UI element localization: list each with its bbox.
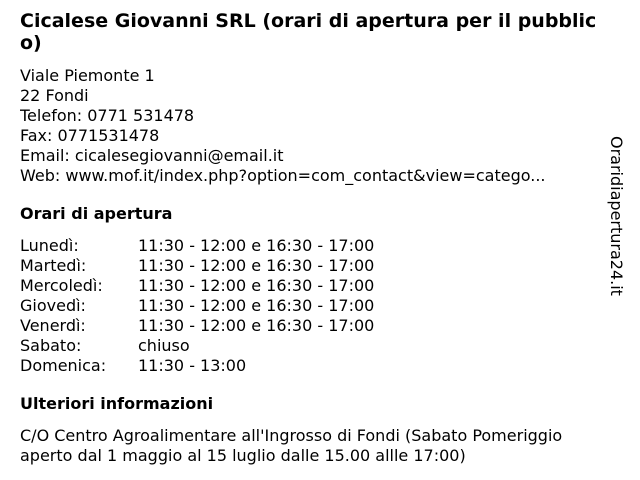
page-title: Cicalese Giovanni SRL (orari di apertura per il pubblico) [20,10,597,54]
phone-line: Telefon: 0771 531478 [20,106,195,125]
table-row [20,236,374,256]
city-line: 22 Fondi [20,86,89,105]
time-value: 11:30 - 12:00 e 16:30 - 17:00 [138,316,375,335]
day-label: Giovedì: [20,296,86,315]
address-line: Viale Piemonte 1 [20,66,155,85]
web-line: Web: www.mof.it/index.php?option=com_contact&view=catego... [20,166,546,185]
info-heading: Ulteriori informazioni [20,394,214,413]
table-row [20,296,374,316]
day-label: Sabato: [20,336,82,355]
contact-block [20,66,600,186]
day-label: Domenica: [20,356,107,375]
table-row [20,356,374,376]
table-row [20,276,374,296]
day-label: Venerdì: [20,316,86,335]
time-value: 11:30 - 12:00 e 16:30 - 17:00 [138,296,375,315]
info-text: C/O Centro Agroalimentare all'Ingrosso di Fondi (Sabato Pomeriggio aperto dal 1 maggio al 15 luglio dalle 15.00 allle 17:00) [20,426,563,465]
opening-hours-table [20,236,374,376]
side-brand-watermark: Oraridiapertura24.it [607,136,626,296]
table-row [20,336,374,356]
time-value: 11:30 - 13:00 [138,356,247,375]
time-value: 11:30 - 12:00 e 16:30 - 17:00 [138,256,375,275]
fax-line: Fax: 0771531478 [20,126,160,145]
time-value: chiuso [138,336,190,355]
table-row [20,256,374,276]
table-row [20,316,374,336]
email-line: Email: cicalesegiovanni@email.it [20,146,284,165]
day-label: Mercoledì: [20,276,103,295]
page-content [20,10,600,466]
time-value: 11:30 - 12:00 e 16:30 - 17:00 [138,236,375,255]
day-label: Lunedì: [20,236,79,255]
day-label: Martedì: [20,256,87,275]
time-value: 11:30 - 12:00 e 16:30 - 17:00 [138,276,375,295]
hours-heading: Orari di apertura [20,204,173,223]
